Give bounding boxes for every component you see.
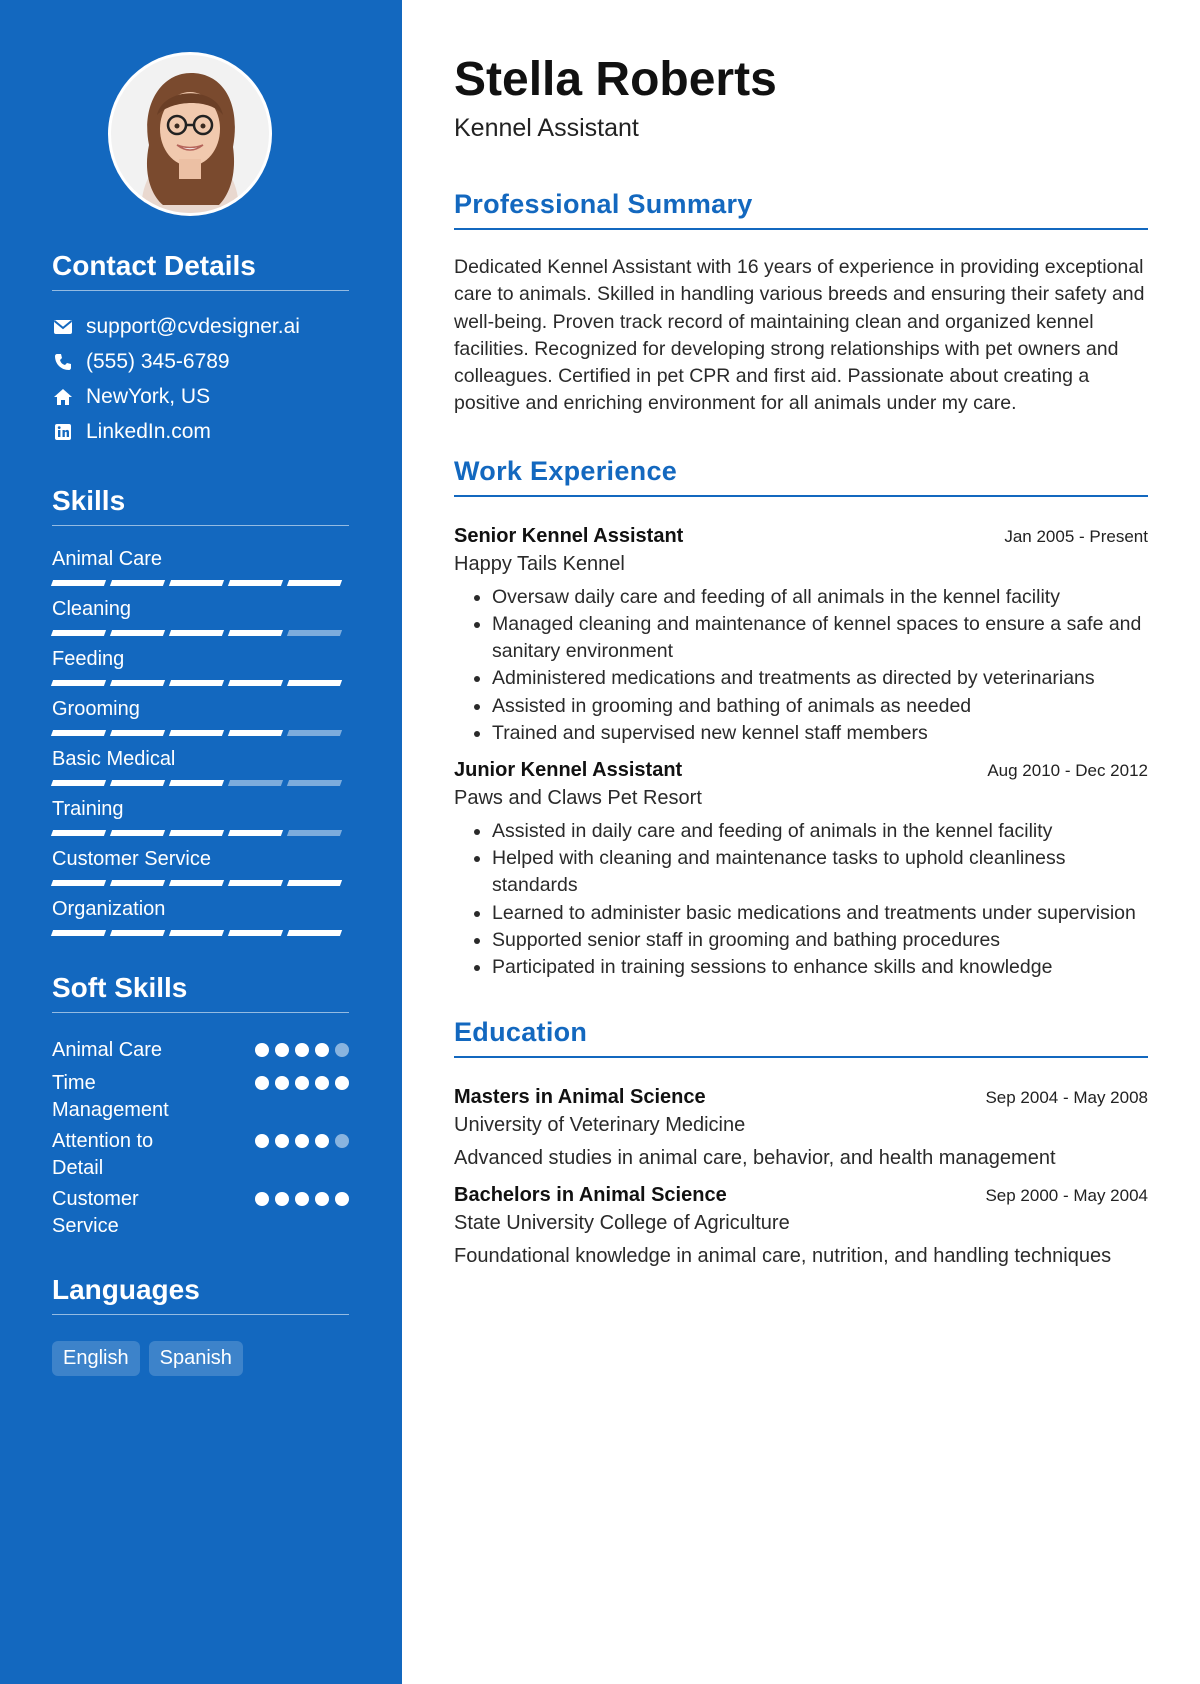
soft-skill-level-dot bbox=[275, 1134, 289, 1148]
skill-item bbox=[52, 746, 350, 796]
skill-level-segment bbox=[110, 680, 165, 686]
education-entry bbox=[454, 1184, 1148, 1268]
contact-linkedin-text: LinkedIn.com bbox=[86, 419, 211, 443]
soft-skill-level-dot bbox=[335, 1134, 349, 1148]
skill-item bbox=[52, 546, 350, 596]
job-bullets bbox=[454, 584, 1148, 747]
skill-level-segment bbox=[169, 780, 224, 786]
skill-level-segment bbox=[51, 730, 106, 736]
skill-level-segment bbox=[51, 830, 106, 836]
candidate-name: Stella Roberts bbox=[454, 53, 777, 106]
soft-skill-level-dot bbox=[295, 1076, 309, 1090]
contact-list bbox=[52, 309, 350, 449]
skills-section bbox=[52, 485, 350, 946]
contact-phone-text: (555) 345-6789 bbox=[86, 349, 230, 373]
soft-skill-level-dot bbox=[255, 1134, 269, 1148]
job-bullet: • Administered medications and treatments as directed by veterinarians bbox=[492, 665, 1148, 692]
job-bullet: • Assisted in grooming and bathing of animals as needed bbox=[492, 693, 1148, 720]
languages-list bbox=[52, 1341, 350, 1376]
contact-email[interactable] bbox=[52, 309, 350, 344]
soft-skill-level-dot bbox=[255, 1192, 269, 1206]
job-entry bbox=[454, 759, 1148, 981]
summary-title: Professional Summary bbox=[454, 189, 1148, 230]
skill-level-segment bbox=[228, 680, 283, 686]
skill-level-segment bbox=[228, 880, 283, 886]
linkedin-icon bbox=[52, 421, 74, 443]
languages-section bbox=[52, 1274, 350, 1376]
language-chip: Spanish bbox=[149, 1341, 243, 1376]
job-header bbox=[454, 525, 1148, 548]
skill-item bbox=[52, 896, 350, 946]
soft-skills-title: Soft Skills bbox=[52, 972, 349, 1013]
skill-level-segment bbox=[51, 930, 106, 936]
experience-section bbox=[454, 456, 1148, 981]
education-entry bbox=[454, 1086, 1148, 1170]
skill-level-bars bbox=[52, 580, 350, 596]
skill-label: Cleaning bbox=[52, 598, 131, 620]
skill-item bbox=[52, 596, 350, 646]
soft-skill-level-dot bbox=[315, 1076, 329, 1090]
main-content bbox=[402, 0, 1200, 1684]
soft-skill-level-dot bbox=[315, 1192, 329, 1206]
skill-label: Organization bbox=[52, 898, 166, 920]
skill-level-segment bbox=[169, 830, 224, 836]
education-date: Sep 2000 - May 2004 bbox=[985, 1186, 1148, 1206]
soft-skill-level-dots bbox=[255, 1070, 349, 1124]
skills-list bbox=[52, 546, 350, 946]
skill-level-segment bbox=[287, 880, 342, 886]
job-bullet: • Managed cleaning and maintenance of kennel spaces to ensure a safe and sanitary environment bbox=[492, 611, 1148, 665]
skill-level-segment bbox=[110, 930, 165, 936]
skill-item bbox=[52, 696, 350, 746]
education-header bbox=[454, 1184, 1148, 1207]
contact-location bbox=[52, 379, 350, 414]
education-school: State University College of Agriculture bbox=[454, 1212, 790, 1235]
summary-text: Dedicated Kennel Assistant with 16 years of experience in providing exceptional care to animals. Skilled in handling various breeds and ensuring their safety and well-being. Proven track record of maintaining clean and organized kennel facilities. Recognized for developing strong relationships with pet owners and colleagues. Certified in pet CPR and first aid. Passionate about creating a positive and enriching environment for all animals under my care. bbox=[454, 256, 1145, 415]
contact-phone[interactable] bbox=[52, 344, 350, 379]
skill-level-segment bbox=[287, 830, 342, 836]
skill-level-segment bbox=[287, 580, 342, 586]
profile-photo bbox=[111, 55, 269, 213]
skill-level-segment bbox=[110, 780, 165, 786]
skill-level-segment bbox=[287, 630, 342, 636]
skill-level-segment bbox=[287, 680, 342, 686]
skill-level-bars bbox=[52, 830, 350, 846]
education-degree: Masters in Animal Science bbox=[454, 1086, 706, 1109]
skill-label: Feeding bbox=[52, 648, 125, 670]
job-bullet: • Assisted in daily care and feeding of animals in the kennel facility bbox=[492, 818, 1148, 845]
skill-level-segment bbox=[51, 680, 106, 686]
skill-level-segment bbox=[110, 830, 165, 836]
education-title: Education bbox=[454, 1017, 1148, 1058]
soft-skill-level-dot bbox=[335, 1043, 349, 1057]
job-bullet: • Trained and supervised new kennel staff members bbox=[492, 720, 1148, 747]
soft-skill-level-dot bbox=[275, 1043, 289, 1057]
skill-level-bars bbox=[52, 880, 350, 896]
soft-skill-level-dots bbox=[255, 1037, 349, 1064]
skill-label: Animal Care bbox=[52, 548, 163, 570]
skill-level-segment bbox=[169, 930, 224, 936]
soft-skill-label: Attention to Detail bbox=[52, 1130, 154, 1179]
skill-label: Training bbox=[52, 798, 124, 820]
job-header bbox=[454, 759, 1148, 782]
skill-level-segment bbox=[287, 780, 342, 786]
contact-section bbox=[52, 250, 350, 449]
skill-level-segment bbox=[228, 630, 283, 636]
skill-level-segment bbox=[287, 930, 342, 936]
soft-skill-level-dot bbox=[335, 1192, 349, 1206]
education-date: Sep 2004 - May 2008 bbox=[985, 1088, 1148, 1108]
contact-location-text: NewYork, US bbox=[86, 384, 211, 408]
skill-level-segment bbox=[228, 930, 283, 936]
summary-section bbox=[454, 189, 1148, 418]
skill-label: Customer Service bbox=[52, 848, 211, 870]
soft-skill-label: Animal Care bbox=[52, 1039, 163, 1061]
job-bullet: • Learned to administer basic medications and treatments under supervision bbox=[492, 900, 1148, 927]
soft-skill-level-dot bbox=[275, 1192, 289, 1206]
skill-level-segment bbox=[228, 730, 283, 736]
education-header bbox=[454, 1086, 1148, 1109]
job-date: Aug 2010 - Dec 2012 bbox=[987, 761, 1148, 780]
skill-level-segment bbox=[51, 580, 106, 586]
skill-level-bars bbox=[52, 930, 350, 946]
experience-title: Work Experience bbox=[454, 456, 1148, 497]
soft-skill-level-dot bbox=[315, 1134, 329, 1148]
skill-level-segment bbox=[169, 630, 224, 636]
skill-level-segment bbox=[110, 630, 165, 636]
envelope-icon bbox=[52, 316, 74, 338]
job-role: Senior Kennel Assistant bbox=[454, 524, 684, 547]
skill-level-segment bbox=[110, 730, 165, 736]
soft-skill-level-dot bbox=[315, 1043, 329, 1057]
education-degree: Bachelors in Animal Science bbox=[454, 1184, 727, 1207]
soft-skill-item bbox=[52, 1070, 349, 1124]
candidate-title: Kennel Assistant bbox=[454, 114, 639, 142]
contact-email-text: support@cvdesigner.ai bbox=[86, 314, 300, 338]
sidebar bbox=[0, 0, 402, 1684]
soft-skill-level-dot bbox=[255, 1076, 269, 1090]
home-icon bbox=[52, 386, 74, 408]
skill-level-segment bbox=[287, 730, 342, 736]
skill-label: Basic Medical bbox=[52, 748, 176, 770]
job-company: Paws and Claws Pet Resort bbox=[454, 787, 702, 809]
skill-level-segment bbox=[228, 780, 283, 786]
skill-level-segment bbox=[110, 880, 165, 886]
skill-level-segment bbox=[169, 880, 224, 886]
skill-level-bars bbox=[52, 630, 350, 646]
soft-skills-list bbox=[52, 1037, 350, 1240]
soft-skill-level-dot bbox=[295, 1192, 309, 1206]
job-entry bbox=[454, 525, 1148, 747]
skill-item bbox=[52, 846, 350, 896]
avatar-frame bbox=[108, 52, 272, 216]
soft-skill-label: Time Management bbox=[52, 1072, 169, 1121]
soft-skill-level-dot bbox=[335, 1076, 349, 1090]
soft-skill-label: Customer Service bbox=[52, 1188, 139, 1237]
job-company: Happy Tails Kennel bbox=[454, 552, 625, 575]
job-bullet: • Participated in training sessions to enhance skills and knowledge bbox=[492, 954, 1148, 981]
skill-level-segment bbox=[51, 780, 106, 786]
soft-skill-level-dot bbox=[275, 1076, 289, 1090]
job-date: Jan 2005 - Present bbox=[1004, 526, 1148, 546]
education-school: University of Veterinary Medicine bbox=[454, 1114, 746, 1137]
skill-item bbox=[52, 796, 350, 846]
soft-skill-item bbox=[52, 1128, 349, 1182]
skill-level-segment bbox=[228, 580, 283, 586]
soft-skills-section bbox=[52, 972, 350, 1240]
contact-title: Contact Details bbox=[52, 250, 349, 291]
education-section bbox=[454, 1017, 1148, 1268]
skill-level-segment bbox=[169, 680, 224, 686]
contact-linkedin[interactable] bbox=[52, 414, 350, 449]
skill-level-segment bbox=[51, 630, 106, 636]
job-bullet: • Supported senior staff in grooming and bathing procedures bbox=[492, 927, 1148, 954]
soft-skill-level-dot bbox=[255, 1043, 269, 1057]
skill-level-segment bbox=[228, 830, 283, 836]
job-bullet: • Oversaw daily care and feeding of all animals in the kennel facility bbox=[492, 584, 1148, 611]
soft-skill-level-dots bbox=[255, 1186, 349, 1240]
skill-level-segment bbox=[169, 730, 224, 736]
skill-level-bars bbox=[52, 780, 350, 796]
phone-icon bbox=[52, 351, 74, 373]
skill-level-bars bbox=[52, 730, 350, 746]
skill-label: Grooming bbox=[52, 698, 140, 720]
skill-level-segment bbox=[110, 580, 165, 586]
soft-skill-level-dots bbox=[255, 1128, 349, 1182]
skill-item bbox=[52, 646, 350, 696]
languages-title: Languages bbox=[52, 1274, 349, 1315]
job-bullet: • Helped with cleaning and maintenance tasks to uphold cleanliness standards bbox=[492, 845, 1148, 899]
skills-title: Skills bbox=[52, 485, 349, 526]
avatar bbox=[111, 55, 269, 213]
skill-level-segment bbox=[169, 580, 224, 586]
education-desc: Foundational knowledge in animal care, nutrition, and handling techniques bbox=[454, 1245, 1112, 1268]
soft-skill-level-dot bbox=[295, 1043, 309, 1057]
education-desc: Advanced studies in animal care, behavior, and health management bbox=[454, 1147, 1056, 1170]
language-chip: English bbox=[52, 1341, 140, 1376]
skill-level-bars bbox=[52, 680, 350, 696]
job-role: Junior Kennel Assistant bbox=[454, 759, 683, 781]
soft-skill-level-dot bbox=[295, 1134, 309, 1148]
soft-skill-item bbox=[52, 1186, 349, 1240]
soft-skill-item bbox=[52, 1037, 349, 1064]
job-bullets bbox=[454, 818, 1148, 981]
skill-level-segment bbox=[51, 880, 106, 886]
